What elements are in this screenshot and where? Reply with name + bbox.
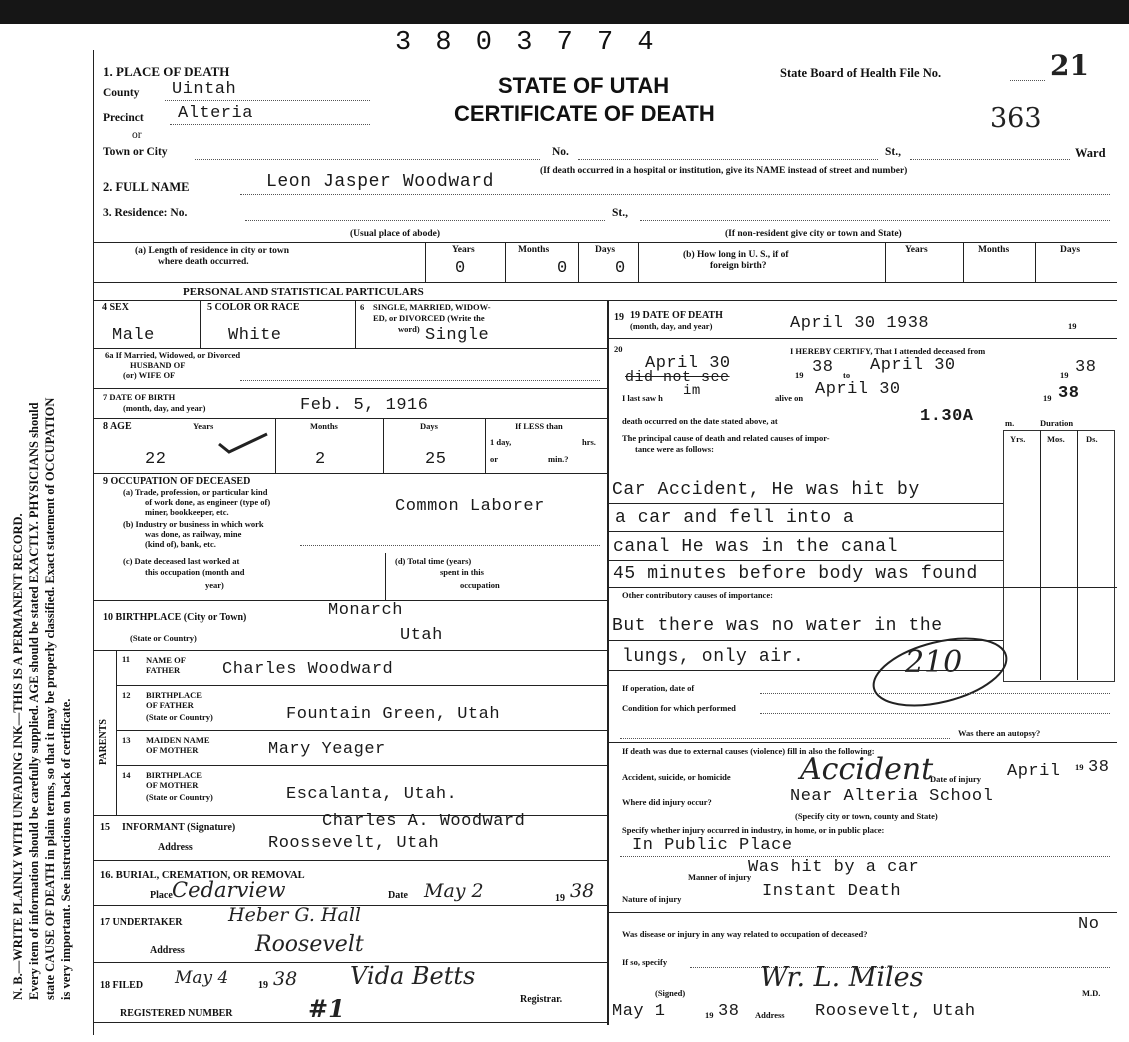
mother-bp-label-b: OF MOTHER xyxy=(146,780,199,790)
time-suffix: m. xyxy=(1005,418,1015,428)
occ-b2: was done, as railway, mine xyxy=(145,529,242,539)
dod-value: April 30 1938 xyxy=(790,314,930,333)
occurred-label: death occurred on the date stated above, at xyxy=(622,416,778,426)
attended-to: April 30 xyxy=(870,356,956,375)
occupation-label: 9 OCCUPATION OF DECEASED xyxy=(103,476,251,487)
cause-line-3: canal He was in the canal xyxy=(613,537,899,557)
contrib-line-2: lungs, only air. xyxy=(622,647,805,667)
side-instructions xyxy=(10,398,74,1000)
to-year-prefix: 19 xyxy=(1060,370,1069,380)
sign-date: May 1 xyxy=(612,1002,666,1021)
burial-place-label: Place xyxy=(150,890,173,901)
dod-label: 19 DATE OF DEATH xyxy=(630,310,723,321)
burial-date-label: Date xyxy=(388,890,408,901)
filed-label: 18 FILED xyxy=(100,980,144,991)
sex-label: 4 SEX xyxy=(102,302,129,313)
contrib-label: Other contributory causes of importance: xyxy=(622,590,773,600)
autopsy-label: Was there an autopsy? xyxy=(958,728,1041,738)
place-of-death-label: 1. PLACE OF DEATH xyxy=(103,64,230,79)
md-label: M.D. xyxy=(1082,988,1101,998)
specify-label: Specify whether injury occurred in industry, in home, or in public place: xyxy=(622,825,885,835)
marital-label-c: word) xyxy=(398,324,420,334)
father-label-a: NAME OF xyxy=(146,655,186,665)
physician-signature: Wr. L. Miles xyxy=(760,962,924,993)
occ-d2: spent in this xyxy=(440,567,484,577)
father-bp-label-c: (State or Country) xyxy=(146,712,213,722)
mother-birthplace: Escalanta, Utah. xyxy=(286,785,458,804)
state-title: STATE OF UTAH xyxy=(498,73,670,98)
side-line-3: state CAUSE OF DEATH in plain terms, so that it may be properly classified. Exact statement of OCCUPATION xyxy=(43,397,57,1000)
county-value: Uintah xyxy=(172,80,237,99)
mother-name: Mary Yeager xyxy=(268,740,386,759)
filed-date: May 4 xyxy=(175,968,229,988)
length-residence-label-b: where death occurred. xyxy=(158,257,249,267)
or-label: or xyxy=(132,129,142,141)
marital-value: Single xyxy=(425,326,490,345)
overstrike-text: did not see xyxy=(625,369,730,386)
duration-label: Duration xyxy=(1040,418,1074,428)
lastsaw-year: 38 xyxy=(1058,384,1080,403)
filed-year: 38 xyxy=(273,968,298,990)
res-months-label: Months xyxy=(518,245,550,255)
birthplace-state: Utah xyxy=(400,626,443,645)
file-no: 21 xyxy=(1050,49,1089,82)
length-residence-label-a: (a) Length of residence in city or town xyxy=(135,246,290,256)
accident-value: Accident xyxy=(800,752,934,787)
burial-year: 38 xyxy=(570,880,595,902)
occ-related-value: No xyxy=(1078,915,1100,934)
cause-label-b: tance were as follows: xyxy=(635,444,714,454)
us-months-label: Months xyxy=(978,245,1010,255)
dob-sub: (month, day, and year) xyxy=(123,403,206,413)
age-years: 22 xyxy=(145,450,167,469)
age-or-label: or xyxy=(490,454,499,464)
cause-line-4: 45 minutes before body was found xyxy=(613,564,978,584)
spouse-label-c: (or) WIFE OF xyxy=(123,370,176,380)
us-days-label: Days xyxy=(1060,245,1081,255)
duration-box xyxy=(1003,430,1115,682)
parents-side-label: PARENTS xyxy=(98,719,109,765)
injury-date-label: Date of injury xyxy=(930,774,981,784)
where-value: Near Alteria School xyxy=(790,787,994,806)
scan-top-border xyxy=(0,0,1129,24)
res-months: 0 xyxy=(557,259,568,278)
from-year-prefix: 19 xyxy=(795,370,804,380)
occ-b3: (kind of), bank, etc. xyxy=(145,539,216,549)
dob-label: 7 DATE OF BIRTH xyxy=(103,392,176,402)
file-no-label: State Board of Health File No. xyxy=(780,66,942,80)
occ-d3: occupation xyxy=(460,580,500,590)
res-years: 0 xyxy=(455,259,466,278)
certificate-number: 3 8 0 3 7 7 4 xyxy=(395,28,658,58)
mother-bp-label-a: BIRTHPLACE xyxy=(146,770,202,780)
age-hrs-label: hrs. xyxy=(582,437,596,447)
side-line-4: is very important. See instructions on back of certificate. xyxy=(59,698,73,1000)
age-months-label: Months xyxy=(310,421,338,431)
precinct-value: Alteria xyxy=(178,104,253,123)
nature-value: Instant Death xyxy=(762,882,902,901)
sign-year-prefix: 19 xyxy=(705,1010,714,1020)
phys-address: Roosevelt, Utah xyxy=(815,1002,976,1021)
burial-date: May 2 xyxy=(424,880,484,902)
usual-abode-label: (Usual place of abode) xyxy=(350,229,440,239)
dod-suffix: 19 xyxy=(1068,321,1077,331)
nonresident-label: (If non-resident give city or town and State) xyxy=(725,229,902,239)
birthplace-city: Monarch xyxy=(328,601,403,620)
birthplace-state-label: (State or Country) xyxy=(130,633,197,643)
informant-label: INFORMANT (Signature) xyxy=(122,822,236,833)
us-label-a: (b) How long in U. S., if of xyxy=(683,250,789,260)
undertaker-label: 17 UNDERTAKER xyxy=(100,917,183,928)
undertaker-address: Roosevelt xyxy=(255,932,364,957)
attended-from: April 30 xyxy=(645,354,731,373)
mother-bp-label-c: (State or Country) xyxy=(146,792,213,802)
certify-label: I HEREBY CERTIFY, That I attended deceased from xyxy=(790,346,986,356)
father-bp-label-b: OF FATHER xyxy=(146,700,194,710)
age-less-label: If LESS than xyxy=(515,421,563,431)
cause-line-1: Car Accident, He was hit by xyxy=(612,480,920,500)
residence-st-label: St., xyxy=(612,207,628,219)
age-years-label: Years xyxy=(193,421,214,431)
father-label-b: FATHER xyxy=(146,665,181,675)
occ-related-label: Was disease or injury in any way related to occupation of deceased? xyxy=(622,929,868,939)
registrar-label: Registrar. xyxy=(520,994,563,1005)
undertaker-address-label: Address xyxy=(150,945,185,956)
to-label: to xyxy=(843,370,851,380)
accident-label: Accident, suicide, or homicide xyxy=(622,772,731,782)
color-value: White xyxy=(228,326,282,345)
filed-year-prefix: 19 xyxy=(258,980,268,991)
last-saw-date: April 30 xyxy=(815,380,901,399)
to-year: 38 xyxy=(1075,358,1097,377)
from-year: 38 xyxy=(812,358,834,377)
external-label: If death was due to external causes (violence) fill in also the following: xyxy=(622,746,875,756)
cause-line-2: a car and fell into a xyxy=(615,508,855,528)
personal-header: PERSONAL AND STATISTICAL PARTICULARS xyxy=(183,286,424,298)
sign-year: 38 xyxy=(718,1002,740,1021)
town-label: Town or City xyxy=(103,146,168,158)
regnum-value: #1 xyxy=(308,994,345,1023)
father-bp-label-a: BIRTHPLACE xyxy=(146,690,202,700)
contrib-line-1: But there was no water in the xyxy=(612,616,943,636)
color-label: 5 COLOR OR RACE xyxy=(207,302,300,313)
manner-value: Was hit by a car xyxy=(748,858,920,877)
marital-label-b: ED, or DIVORCED (Write the xyxy=(373,313,485,323)
informant-address-label: Address xyxy=(158,842,193,853)
injury-year-prefix: 19 xyxy=(1075,762,1084,772)
if-so-label: If so, specify xyxy=(622,957,668,967)
age-days-label: Days xyxy=(420,421,438,431)
marital-label-a: SINGLE, MARRIED, WIDOW- xyxy=(373,302,491,312)
occ-a2: of work done, as engineer (type of) xyxy=(145,497,271,507)
dob-value: Feb. 5, 1916 xyxy=(300,396,429,415)
injury-date: April xyxy=(1007,762,1061,781)
nature-label: Nature of injury xyxy=(622,894,682,904)
mother-label-b: OF MOTHER xyxy=(146,745,199,755)
street-no-label: No. xyxy=(552,146,569,158)
registrar-signature: Vida Betts xyxy=(350,962,476,990)
informant-address: Roossevelt, Utah xyxy=(268,834,440,853)
left-border xyxy=(93,50,94,1035)
phys-address-label: Address xyxy=(755,1010,785,1020)
res-days-label: Days xyxy=(595,245,616,255)
side-line-1: N. B.—WRITE PLAINLY WITH UNFADING INK—THIS IS A PERMANENT RECORD. xyxy=(11,513,25,1000)
condition-label: Condition for which performed xyxy=(622,703,736,713)
res-years-label: Years xyxy=(452,245,475,255)
where-sub: (Specify city or town, county and State) xyxy=(795,811,938,821)
last-saw-label: I last saw h xyxy=(622,393,663,403)
regnum-label: REGISTERED NUMBER xyxy=(120,1008,233,1019)
certificate-title: CERTIFICATE OF DEATH xyxy=(454,101,715,126)
us-label-b: foreign birth? xyxy=(710,261,767,271)
age-months: 2 xyxy=(315,450,326,469)
checkmark-icon xyxy=(215,428,270,456)
father-birthplace: Fountain Green, Utah xyxy=(286,705,501,724)
occ-b1: (b) Industry or business in which work xyxy=(123,519,264,529)
lastsaw-year-prefix: 19 xyxy=(1043,393,1052,403)
public-place: In Public Place xyxy=(632,836,793,855)
dur-yrs-label: Yrs. xyxy=(1010,434,1026,444)
dod-sub: (month, day, and year) xyxy=(630,321,713,331)
county-label: County xyxy=(103,87,140,99)
last-saw-pronoun: im xyxy=(683,383,701,399)
occ-a1: (a) Trade, profession, or particular kind xyxy=(123,487,268,497)
burial-year-prefix: 19 xyxy=(555,893,565,904)
spouse-label-b: HUSBAND OF xyxy=(130,360,186,370)
occ-c2: this occupation (month and xyxy=(145,567,245,577)
burial-place: Cedarview xyxy=(172,878,286,902)
informant-name: Charles A. Woodward xyxy=(322,812,526,831)
ward-label: Ward xyxy=(1075,146,1106,160)
circled-code: 210 xyxy=(905,645,963,680)
death-time: 1.30A xyxy=(920,407,974,426)
father-name: Charles Woodward xyxy=(222,660,394,679)
full-name-label: 2. FULL NAME xyxy=(103,180,190,194)
occ-c1: (c) Date deceased last worked at xyxy=(123,556,240,566)
undertaker-name: Heber G. Hall xyxy=(228,904,361,926)
burial-label: 16. BURIAL, CREMATION, OR REMOVAL xyxy=(100,870,305,881)
occupation-value: Common Laborer xyxy=(395,497,545,516)
res-days: 0 xyxy=(615,259,626,278)
center-divider xyxy=(607,300,609,1025)
age-label: 8 AGE xyxy=(103,421,132,432)
occ-c3: year) xyxy=(205,580,224,590)
where-label: Where did injury occur? xyxy=(622,797,712,807)
street-label: St., xyxy=(885,146,901,158)
operation-label: If operation, date of xyxy=(622,683,695,693)
us-years-label: Years xyxy=(905,245,928,255)
occ-d1: (d) Total time (years) xyxy=(395,556,472,566)
occ-a3: miner, bookkeeper, etc. xyxy=(145,507,229,517)
age-days: 25 xyxy=(425,450,447,469)
full-name-value: Leon Jasper Woodward xyxy=(266,172,495,192)
manner-label: Manner of injury xyxy=(688,872,752,882)
precinct-label: Precinct xyxy=(103,112,144,124)
residence-label: 3. Residence: No. xyxy=(103,207,188,219)
signed-label: (Signed) xyxy=(655,988,686,998)
dur-ds-label: Ds. xyxy=(1086,434,1098,444)
alive-label: alive on xyxy=(775,393,804,403)
age-min-label: min.? xyxy=(548,454,569,464)
section-divider xyxy=(93,300,1117,301)
sex-value: Male xyxy=(112,326,155,345)
mother-label-a: MAIDEN NAME xyxy=(146,735,210,745)
spouse-label-a: 6a If Married, Widowed, or Divorced xyxy=(105,350,241,360)
side-line-2: Every item of information should be carefully supplied. AGE should be stated EXACTLY. PHYSICIANS should xyxy=(27,402,41,1000)
dur-mos-label: Mos. xyxy=(1047,434,1065,444)
cause-label-a: The principal cause of death and related causes of impor- xyxy=(622,433,830,443)
birthplace-label: 10 BIRTHPLACE (City or Town) xyxy=(103,612,247,623)
age-day-label: 1 day, xyxy=(490,437,512,447)
handwritten-number: 363 xyxy=(990,103,1042,134)
hospital-note: (If death occurred in a hospital or institution, give its NAME instead of street and number) xyxy=(540,166,908,176)
injury-year: 38 xyxy=(1088,758,1110,777)
